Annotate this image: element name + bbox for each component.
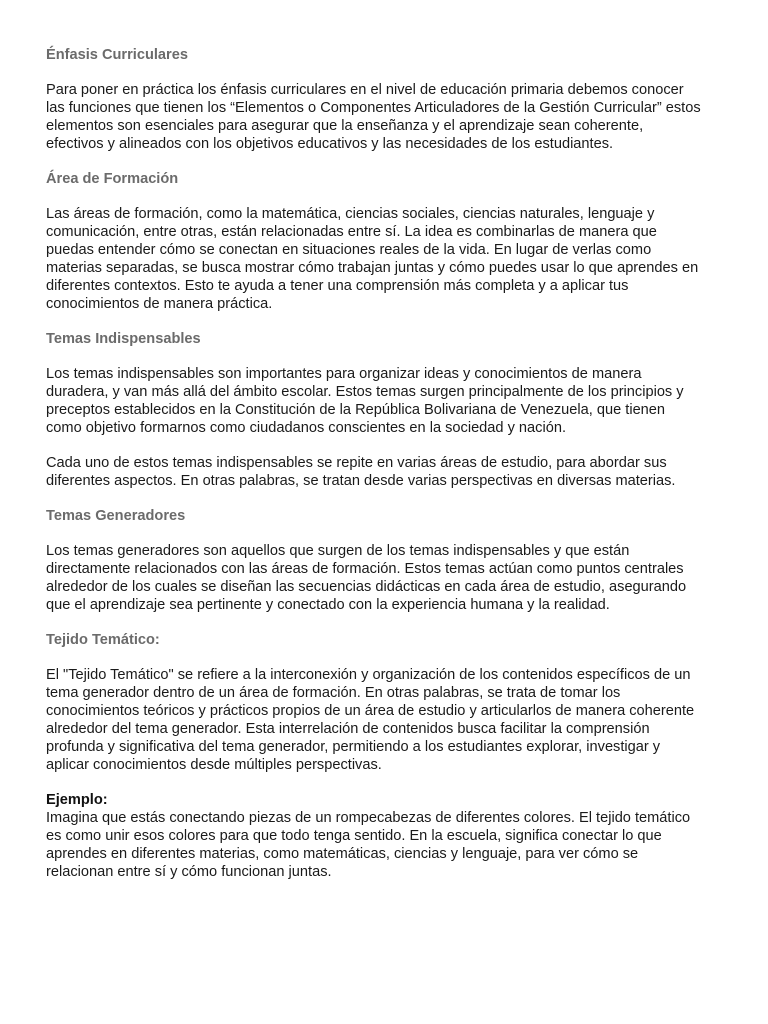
example-line: relacionan entre sí y cómo funcionan juntas. [46,864,332,880]
example-label: Ejemplo: [46,792,108,808]
paragraph-line: preceptos establecidos en la Constitución de la República Bolivariana de Venezuela, que tienen [46,402,666,418]
section-heading: Énfasis Curriculares [46,47,188,63]
paragraph-line: directamente relacionados con las áreas de formación. Estos temas actúan como puntos centrales [46,561,684,577]
paragraph-line: las funciones que tienen los “Elementos o Componentes Articuladores de la Gestión Curricular” estos [46,100,701,116]
example-block [46,791,728,881]
paragraph-line: Cada uno de estos temas indispensables se repite en varias áreas de estudio, para abordar sus [46,455,667,471]
paragraph-line: como objetivo formarnos como ciudadanos conscientes en la sociedad y nación. [46,420,566,436]
paragraph-line: conocimientos de manera práctica. [46,296,273,312]
paragraph-line: duradera, y van más allá del ámbito escolar. Estos temas surgen principalmente de los principios y [46,384,684,400]
example-line: es como unir esos colores para que todo tenga sentido. En la escuela, significa conectar lo que [46,828,662,844]
paragraph-line: comunicación, entre otras, están relacionadas entre sí. La idea es combinarlas de manera que [46,224,657,240]
section-heading: Temas Generadores [46,508,186,524]
paragraph-line: diferentes contextos. Esto te ayuda a tener una comprensión más completa y a aplicar tus [46,278,629,294]
section-heading: Tejido Temático: [46,632,160,648]
paragraph-line: aplicar conocimientos desde múltiples perspectivas. [46,757,382,773]
paragraph-line: El "Tejido Temático" se refiere a la interconexión y organización de los contenidos específicos de un [46,667,691,683]
section-paragraph [46,666,728,774]
paragraph-line: puedas entender cómo se conectan en situaciones reales de la vida. En lugar de verlas como [46,242,652,258]
document-body [46,46,728,774]
section-heading: Temas Indispensables [46,331,201,347]
section-paragraph [46,205,728,313]
paragraph-line: profunda y significativa del tema generador, permitiendo a los estudiantes explorar, investigar y [46,739,661,755]
paragraph-line: Los temas indispensables son importantes para organizar ideas y conocimientos de manera [46,366,642,382]
paragraph-line: diferentes aspectos. En otras palabras, se tratan desde varias perspectivas en diversas materias. [46,473,676,489]
section-heading: Área de Formación [46,171,179,187]
paragraph-line: tema generador dentro de un área de formación. En otras palabras, se trata de tomar los [46,685,621,701]
paragraph-line: que el aprendizaje sea pertinente y conectado con la experiencia humana y la realidad. [46,597,610,613]
example-line: aprendes en diferentes materias, como matemáticas, ciencias y lenguaje, para ver cómo se [46,846,639,862]
paragraph-line: Para poner en práctica los énfasis curriculares en el nivel de educación primaria debemos conocer [46,82,684,98]
section-paragraph [46,542,728,614]
paragraph-line: efectivos y alineados con los objetivos educativos y las necesidades de los estudiantes. [46,136,614,152]
section-paragraph [46,365,728,437]
paragraph-line: alrededor del tema generador. Esta interrelación de contenidos busca facilitar la comprensión [46,721,650,737]
paragraph-line: elementos son esenciales para asegurar que la enseñanza y el aprendizaje sean coherente, [46,118,644,134]
paragraph-line: materias separadas, se busca mostrar cómo trabajan juntas y cómo puedes usar lo que aprendes en [46,260,699,276]
example-line: Imagina que estás conectando piezas de un rompecabezas de diferentes colores. El tejido temático [46,810,691,826]
paragraph-line: alrededor de los cuales se diseñan las secuencias didácticas en cada área de estudio, asegurando [46,579,687,595]
paragraph-line: Las áreas de formación, como la matemática, ciencias sociales, ciencias naturales, lenguaje y [46,206,655,222]
section-paragraph [46,454,728,490]
section-paragraph [46,81,728,153]
paragraph-line: Los temas generadores son aquellos que surgen de los temas indispensables y que están [46,543,630,559]
paragraph-line: conocimientos teóricos y prácticos propios de un área de estudio y articularlos de manera coherente [46,703,695,719]
